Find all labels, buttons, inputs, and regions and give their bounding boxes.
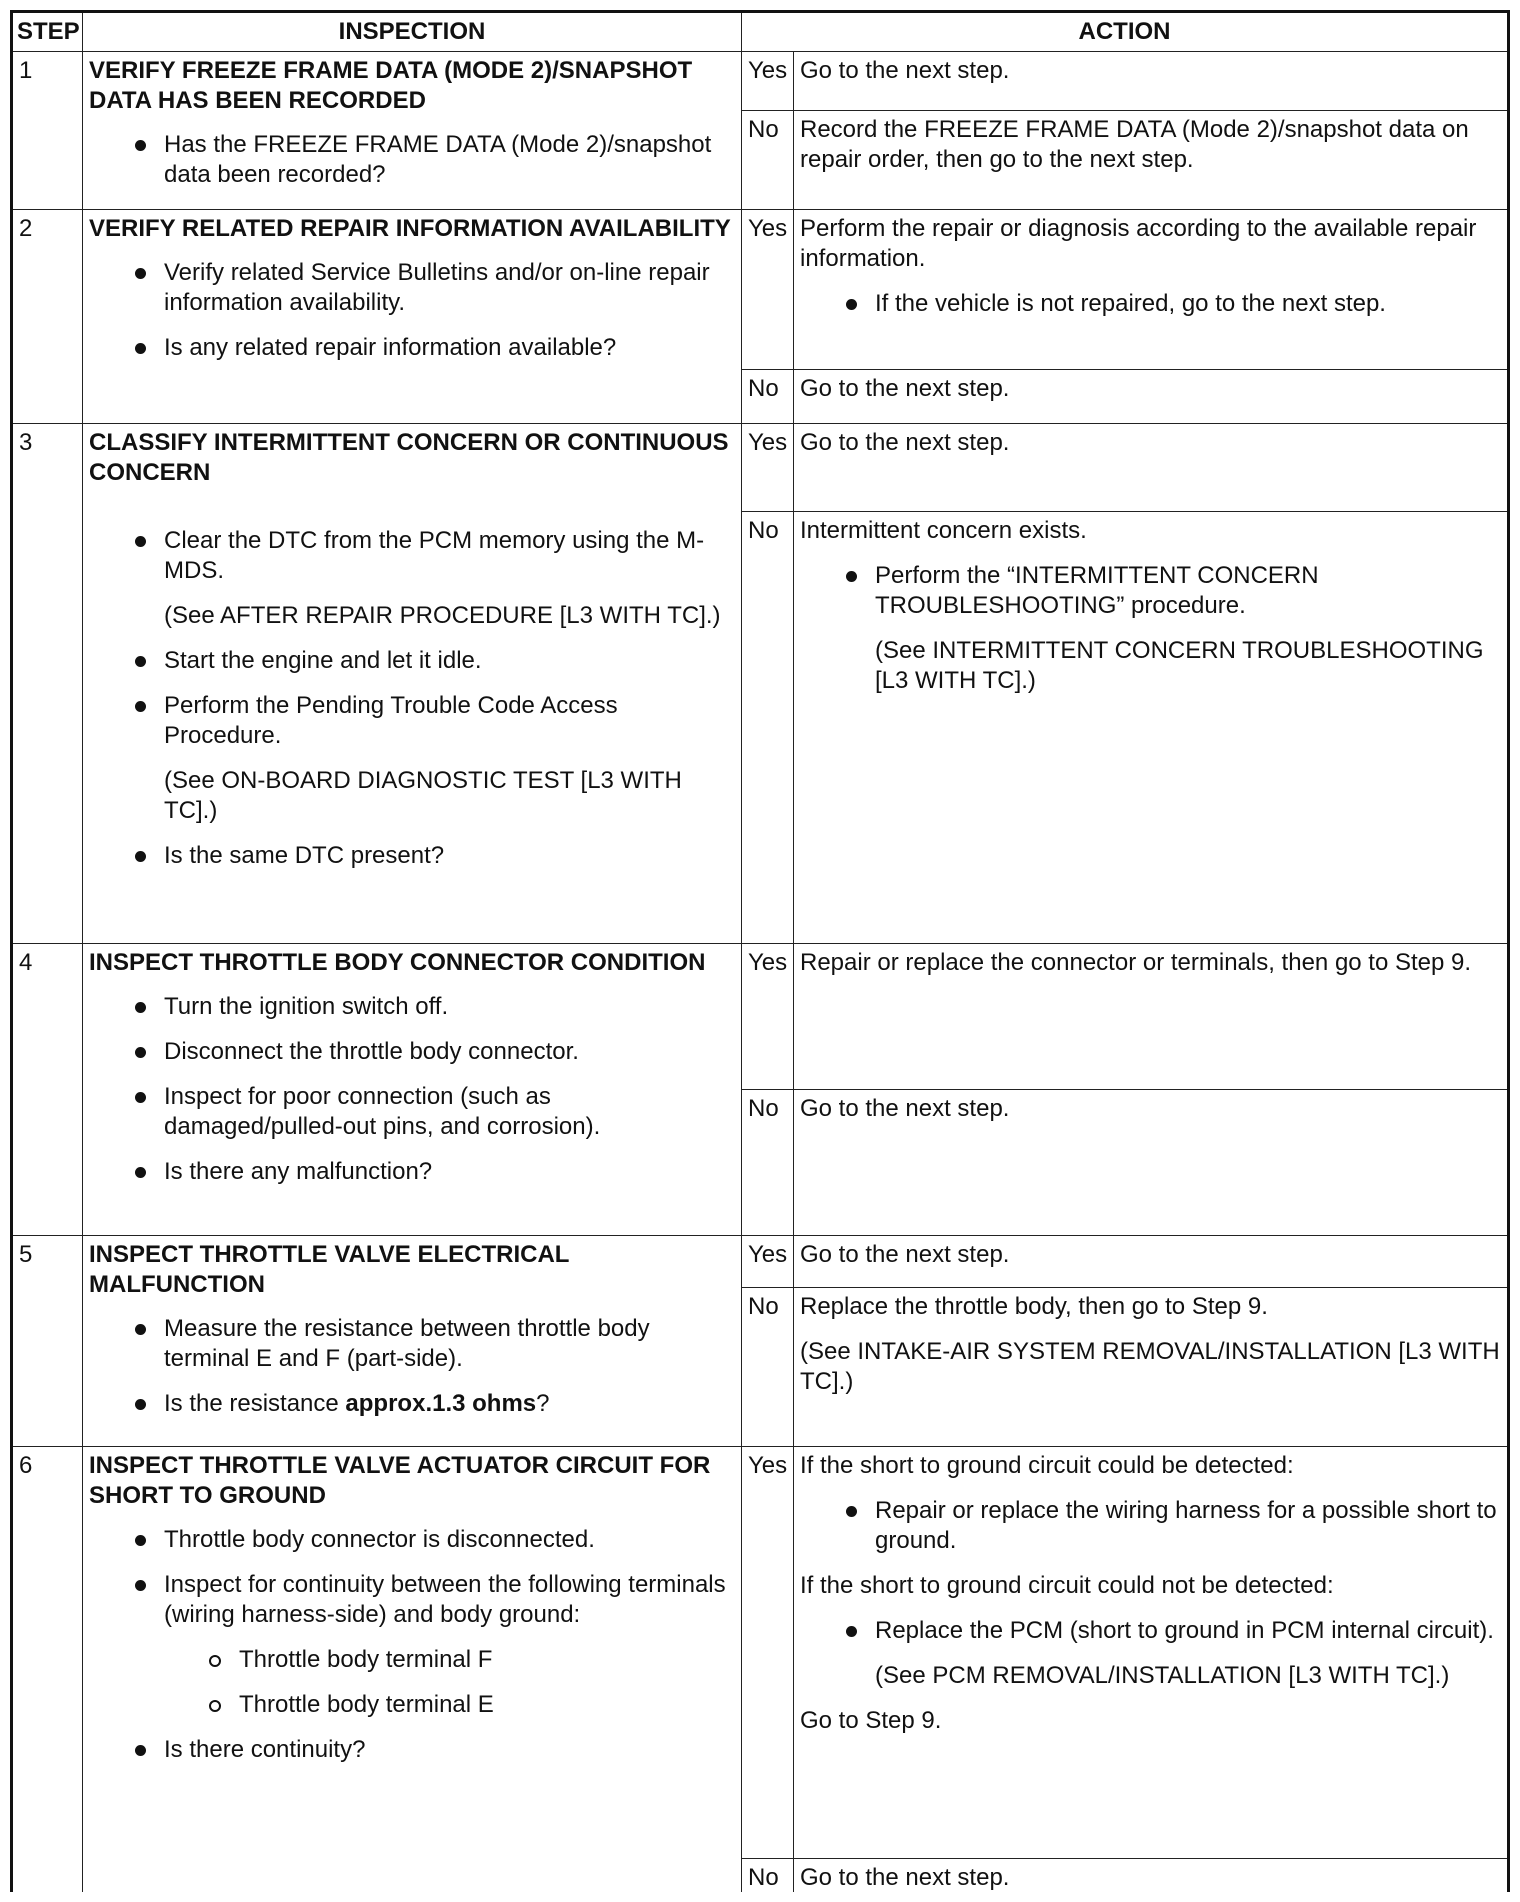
yes-action: Go to the next step. (794, 1236, 1509, 1288)
header-inspection: INSPECTION (83, 12, 742, 52)
inspection-bullet: Is any related repair information available? (89, 333, 735, 363)
step-5-inspection (83, 1236, 742, 1447)
inspection-sub-bullet: Throttle body terminal F (89, 1645, 735, 1675)
no-label: No (742, 512, 794, 944)
step-number: 1 (12, 52, 83, 210)
yes-action: Perform the repair or diagnosis according to the available repair information. (800, 215, 1477, 272)
yes-action: If the short to ground circuit could be detected: (800, 1452, 1294, 1479)
yes-action: Go to the next step. (794, 424, 1509, 512)
step-number: 4 (12, 944, 83, 1236)
header-step: STEP (12, 12, 83, 52)
step-5-yes-row (12, 1236, 1509, 1288)
step-title: INSPECT THROTTLE VALVE ELECTRICAL MALFUNCTION (89, 1241, 570, 1298)
step-number: 2 (12, 210, 83, 424)
step-number: 5 (12, 1236, 83, 1447)
inspection-bullet: Perform the Pending Trouble Code Access Procedure. (89, 691, 735, 751)
action-note: (See INTERMITTENT CONCERN TROUBLESHOOTING [L3 WITH TC].) (875, 637, 1484, 694)
yes-action: Repair or replace the connector or terminals, then go to Step 9. (794, 944, 1509, 1090)
step-title: CLASSIFY INTERMITTENT CONCERN OR CONTINUOUS CONCERN (89, 429, 729, 486)
step-6-inspection (83, 1447, 742, 1893)
no-action: Intermittent concern exists. (800, 517, 1087, 544)
step-2-inspection (83, 210, 742, 424)
step-4-yes-row (12, 944, 1509, 1090)
no-action: Go to the next step. (794, 1090, 1509, 1236)
inspection-bullet: Inspect for poor connection (such as damaged/pulled-out pins, and corrosion). (89, 1082, 735, 1142)
inspection-bullet: Is there any malfunction? (89, 1157, 735, 1187)
diagnostic-procedure-table (10, 10, 1510, 1892)
action-bullet: If the vehicle is not repaired, go to the next step. (800, 289, 1501, 319)
inspection-bullet: Is the same DTC present? (89, 841, 735, 871)
no-action-cell (794, 1288, 1509, 1447)
step-title: INSPECT THROTTLE VALVE ACTUATOR CIRCUIT FOR SHORT TO GROUND (89, 1452, 711, 1509)
step-6-yes-row (12, 1447, 1509, 1859)
step-1-inspection (83, 52, 742, 210)
inspection-sub-bullet: Throttle body terminal E (89, 1690, 735, 1720)
yes-action: Go to the next step. (794, 52, 1509, 111)
resistance-spec: approx.1.3 ohms (345, 1390, 537, 1417)
step-2-yes-row (12, 210, 1509, 370)
step-number: 6 (12, 1447, 83, 1893)
yes-label: Yes (742, 944, 794, 1090)
inspection-bullet: Clear the DTC from the PCM memory using the M-MDS. (89, 526, 735, 586)
step-1-yes-row (12, 52, 1509, 111)
diagnostic-procedure-sheet (10, 10, 1510, 1892)
yes-label: Yes (742, 52, 794, 111)
action-note: (See INTAKE-AIR SYSTEM REMOVAL/INSTALLATION [L3 WITH TC].) (800, 1338, 1500, 1395)
bullet-text: ? (536, 1390, 550, 1417)
no-action: Record the FREEZE FRAME DATA (Mode 2)/snapshot data on repair order, then go to the next step. (794, 110, 1509, 209)
yes-action-cell (794, 1447, 1509, 1859)
inspection-note: (See AFTER REPAIR PROCEDURE [L3 WITH TC].) (164, 602, 721, 629)
inspection-bullet: Measure the resistance between throttle body terminal E and F (part-side). (89, 1314, 735, 1374)
yes-label: Yes (742, 424, 794, 512)
inspection-bullet (89, 1389, 735, 1419)
no-action: Go to the next step. (794, 370, 1509, 424)
inspection-bullet: Throttle body connector is disconnected. (89, 1525, 735, 1555)
no-label: No (742, 1859, 794, 1893)
inspection-bullet: Disconnect the throttle body connector. (89, 1037, 735, 1067)
step-number: 3 (12, 424, 83, 944)
no-action: Go to the next step. (794, 1859, 1509, 1893)
action-note: (See PCM REMOVAL/INSTALLATION [L3 WITH TC].) (875, 1662, 1450, 1689)
no-action: Replace the throttle body, then go to Step 9. (800, 1293, 1268, 1320)
no-action-cell (794, 512, 1509, 944)
no-label: No (742, 110, 794, 209)
inspection-note: (See ON-BOARD DIAGNOSTIC TEST [L3 WITH TC].) (164, 767, 682, 824)
yes-action-cell (794, 210, 1509, 370)
no-label: No (742, 1090, 794, 1236)
inspection-bullet: Is there continuity? (89, 1735, 735, 1765)
step-title: VERIFY RELATED REPAIR INFORMATION AVAILABILITY (89, 215, 731, 242)
yes-action: If the short to ground circuit could not be detected: (800, 1572, 1334, 1599)
step-4-inspection (83, 944, 742, 1236)
inspection-bullet: Turn the ignition switch off. (89, 992, 735, 1022)
yes-label: Yes (742, 1447, 794, 1859)
step-title: INSPECT THROTTLE BODY CONNECTOR CONDITION (89, 949, 706, 976)
step-3-yes-row (12, 424, 1509, 512)
header-row (12, 12, 1509, 52)
action-bullet: Replace the PCM (short to ground in PCM internal circuit). (800, 1616, 1501, 1646)
header-action: ACTION (742, 12, 1509, 52)
action-bullet: Repair or replace the wiring harness for a possible short to ground. (800, 1496, 1501, 1556)
action-bullet: Perform the “INTERMITTENT CONCERN TROUBLESHOOTING” procedure. (800, 561, 1501, 621)
yes-action: Go to Step 9. (800, 1707, 942, 1734)
inspection-bullet: Start the engine and let it idle. (89, 646, 735, 676)
no-label: No (742, 1288, 794, 1447)
no-label: No (742, 370, 794, 424)
yes-label: Yes (742, 1236, 794, 1288)
inspection-bullet: Verify related Service Bulletins and/or on-line repair information availability. (89, 258, 735, 318)
inspection-bullet: Inspect for continuity between the following terminals (wiring harness-side) and body ground: (89, 1570, 735, 1630)
step-title: VERIFY FREEZE FRAME DATA (MODE 2)/SNAPSHOT DATA HAS BEEN RECORDED (89, 57, 693, 114)
yes-label: Yes (742, 210, 794, 370)
inspection-bullet: Has the FREEZE FRAME DATA (Mode 2)/snapshot data been recorded? (89, 130, 735, 190)
step-3-inspection (83, 424, 742, 944)
bullet-text: Is the resistance (164, 1390, 346, 1417)
